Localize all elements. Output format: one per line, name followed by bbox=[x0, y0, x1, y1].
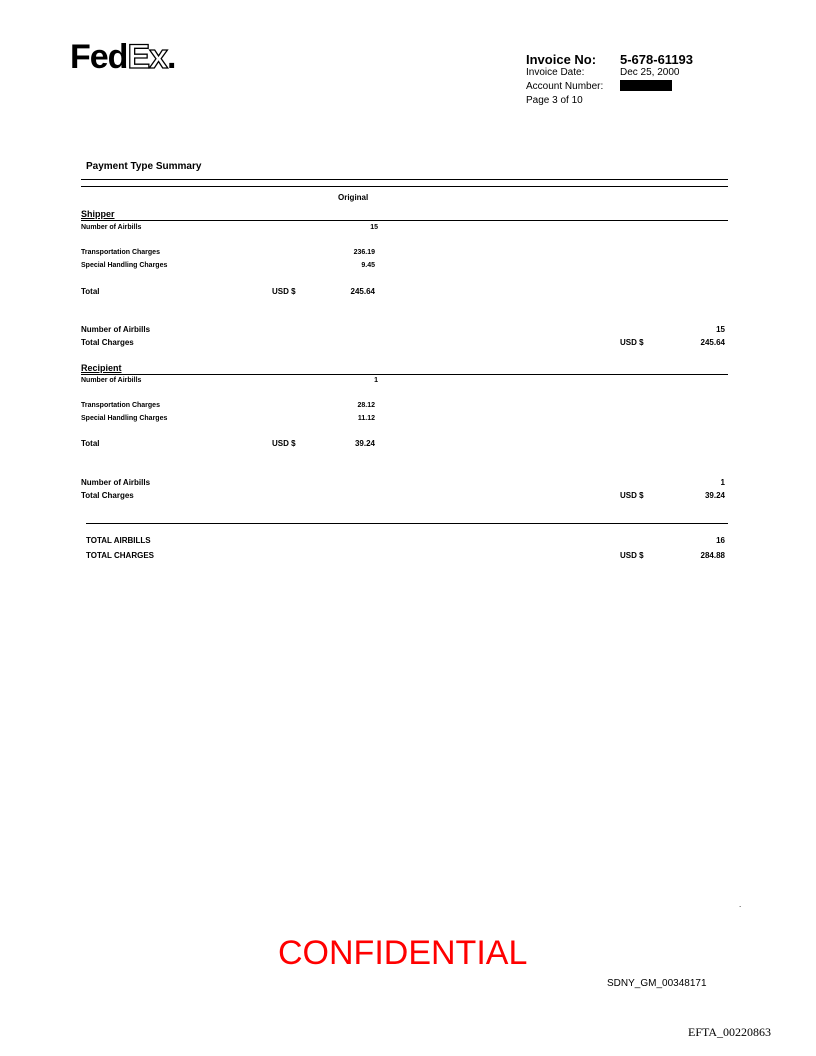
shipper-total-currency: USD $ bbox=[272, 287, 296, 296]
invoice-date-label: Invoice Date: bbox=[526, 67, 585, 78]
invoice-date-value: Dec 25, 2000 bbox=[620, 67, 680, 78]
fedex-logo bbox=[70, 40, 176, 74]
section-title: Payment Type Summary bbox=[86, 161, 202, 172]
recipient-total-currency: USD $ bbox=[272, 439, 296, 448]
recipient-rule bbox=[81, 374, 728, 375]
top-rule-2 bbox=[81, 186, 728, 187]
account-number-label: Account Number: bbox=[526, 81, 604, 92]
bates-number: SDNY_GM_00348171 bbox=[607, 978, 707, 989]
recipient-summary-currency: USD $ bbox=[620, 491, 644, 500]
stray-mark: . bbox=[739, 900, 742, 909]
recipient-airbills-value: 1 bbox=[374, 377, 378, 384]
shipper-summary-currency: USD $ bbox=[620, 338, 644, 347]
shipper-total-label: Total bbox=[81, 287, 100, 296]
recipient-airbills-label: Number of Airbills bbox=[81, 377, 142, 384]
efta-number: EFTA_00220863 bbox=[688, 1025, 772, 1039]
recipient-summary-charges-value: 39.24 bbox=[704, 491, 725, 500]
account-number-redaction bbox=[620, 80, 672, 91]
shipper-transport-value: 236.19 bbox=[353, 249, 375, 256]
recipient-summary-charges-label: Total Charges bbox=[81, 491, 134, 500]
recipient-special-value: 11.12 bbox=[357, 415, 375, 422]
recipient-summary-airbills-value: 1 bbox=[720, 478, 725, 487]
grand-charges-label: TOTAL CHARGES bbox=[86, 551, 155, 560]
recipient-special-label: Special Handling Charges bbox=[81, 415, 168, 422]
grand-airbills-label: TOTAL AIRBILLS bbox=[86, 536, 151, 545]
logo-dot: . bbox=[167, 38, 176, 76]
grand-airbills-value: 16 bbox=[716, 536, 725, 545]
logo-ex: Ex bbox=[127, 38, 168, 76]
page-indicator: Page 3 of 10 bbox=[526, 95, 583, 106]
recipient-total-label: Total bbox=[81, 439, 100, 448]
invoice-no-label: Invoice No: bbox=[526, 52, 597, 67]
shipper-airbills-label: Number of Airbills bbox=[81, 224, 142, 231]
shipper-summary-charges-label: Total Charges bbox=[81, 338, 134, 347]
shipper-special-label: Special Handling Charges bbox=[81, 262, 168, 269]
shipper-total-value: 245.64 bbox=[350, 287, 375, 296]
recipient-transport-label: Transportation Charges bbox=[81, 402, 160, 409]
confidential-stamp: CONFIDENTIAL bbox=[278, 934, 528, 972]
shipper-summary-airbills-value: 15 bbox=[716, 325, 725, 334]
shipper-transport-label: Transportation Charges bbox=[81, 249, 160, 256]
shipper-rule bbox=[81, 220, 728, 221]
shipper-title: Shipper bbox=[81, 209, 115, 219]
shipper-airbills-value: 15 bbox=[370, 224, 378, 231]
recipient-total-value: 39.24 bbox=[354, 439, 375, 448]
recipient-title: Recipient bbox=[81, 363, 122, 373]
recipient-summary-airbills-label: Number of Airbills bbox=[81, 478, 151, 487]
logo-fed: Fed bbox=[70, 38, 128, 76]
grand-charges-value: 284.88 bbox=[700, 551, 725, 560]
invoice-no-value: 5-678-61193 bbox=[620, 52, 694, 67]
top-rule-1 bbox=[81, 179, 728, 180]
shipper-summary-airbills-label: Number of Airbills bbox=[81, 325, 151, 334]
shipper-summary-charges-value: 245.64 bbox=[700, 338, 725, 347]
grand-total-rule bbox=[86, 523, 728, 524]
shipper-special-value: 9.45 bbox=[361, 262, 375, 269]
recipient-transport-value: 28.12 bbox=[357, 402, 375, 409]
column-header-original: Original bbox=[338, 193, 369, 202]
grand-currency: USD $ bbox=[620, 551, 644, 560]
